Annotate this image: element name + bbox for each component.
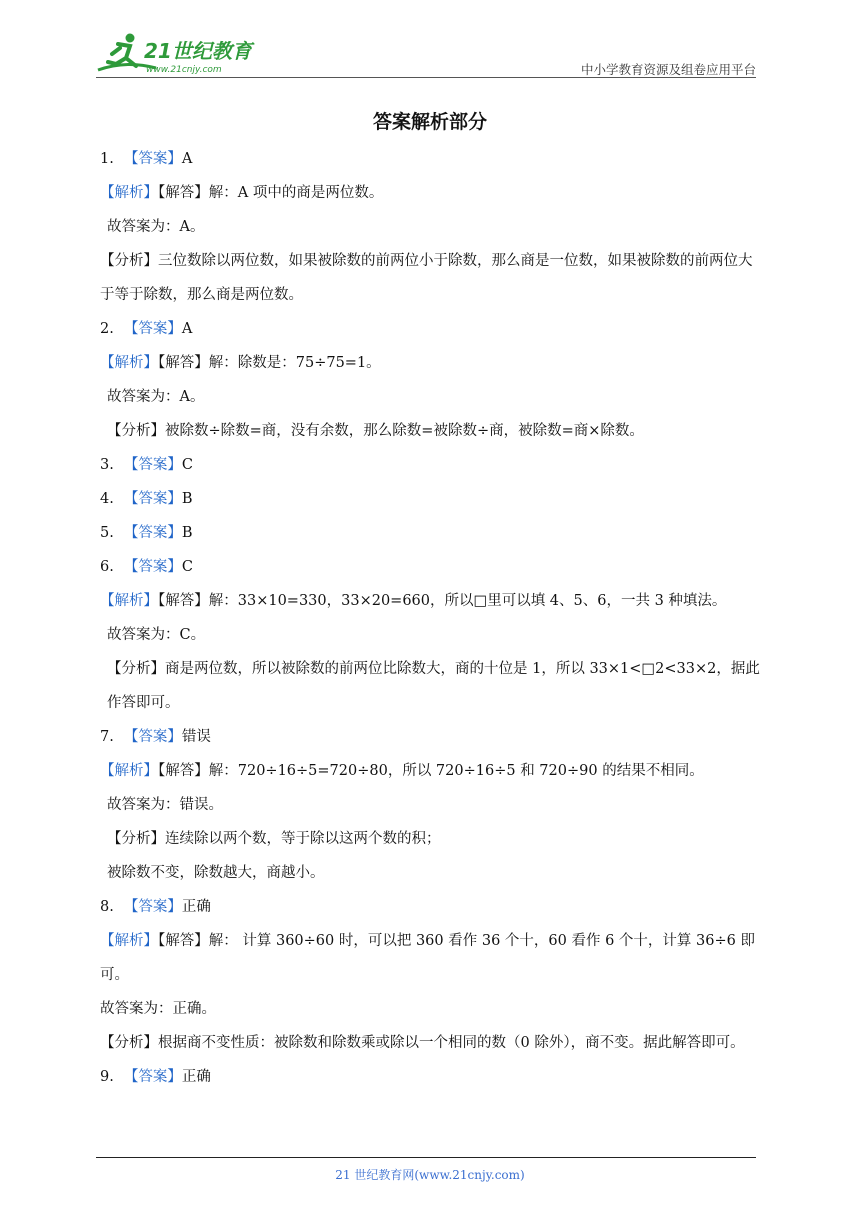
answer-text: 【解答】解：A 项中的商是两位数。 [158, 185, 384, 201]
answer-text: 故答案为：C。 [107, 627, 206, 643]
answer-text: 【解答】解：除数是：75÷75=1。 [158, 355, 381, 371]
answer-tag: 【答案】 [123, 729, 182, 745]
header-divider [96, 77, 756, 78]
answer-text: A [181, 321, 193, 337]
answer-line [100, 860, 762, 894]
answer-text: A [181, 151, 193, 167]
question-number: 8. [100, 899, 114, 915]
question-number: 2. [100, 321, 114, 337]
question-number: 7. [100, 729, 114, 745]
answer-tag: 【答案】 [123, 525, 182, 541]
answer-line [100, 180, 762, 214]
answer-line [100, 1026, 762, 1060]
answer-text: 【分析】三位数除以两位数，如果被除数的前两位小于除数，那么商是一位数，如果被除数的前两位大于等于除数，那么商是两位数。 [100, 253, 753, 303]
question-number: 9. [100, 1069, 114, 1085]
site-logo[interactable] [96, 30, 266, 78]
question-number: 3. [100, 457, 114, 473]
answer-line [100, 316, 762, 350]
footer-divider [96, 1157, 756, 1158]
question-number: 1. [100, 151, 114, 167]
answer-line [100, 486, 762, 520]
answer-tag: 【答案】 [123, 151, 182, 167]
answer-line [100, 826, 762, 860]
logo-url: www.21cnjy.com [146, 65, 222, 75]
page-title: 答案解析部分 [372, 111, 487, 133]
answer-tag: 【解析】 [100, 185, 158, 201]
answer-line [100, 214, 762, 248]
answer-line [100, 792, 762, 826]
answer-text: 故答案为：A。 [107, 389, 205, 405]
answer-text: 正确 [181, 1069, 211, 1085]
question-number: 5. [100, 525, 114, 541]
answer-tag: 【答案】 [123, 1069, 182, 1085]
answer-tag: 【答案】 [123, 321, 182, 337]
answer-text: 【分析】根据商不变性质：被除数和除数乘或除以一个相同的数（0 除外），商不变。据此解答即可。 [100, 1035, 745, 1051]
answer-line [100, 244, 762, 312]
answer-tag: 【解析】 [100, 593, 158, 609]
answer-tag: 【解析】 [100, 763, 158, 779]
answer-text: C [181, 457, 193, 473]
answer-line [100, 724, 762, 758]
logo-text: 21世纪教育 [144, 39, 252, 63]
answer-line [100, 758, 762, 792]
question-number: 6. [100, 559, 114, 575]
answer-text: 【分析】被除数÷除数=商，没有余数，那么除数=被除数÷商，被除数=商×除数。 [107, 423, 644, 439]
answer-line [100, 924, 762, 992]
answer-text: 【解答】解： 计算 360÷60 时，可以把 360 看作 36 个十，60 看作 6 个十，计算 36÷6 即可。 [100, 933, 755, 983]
answer-text: 错误 [181, 729, 211, 745]
answer-line [100, 350, 762, 384]
answer-tag: 【解析】 [100, 355, 158, 371]
answer-text: B [181, 525, 193, 541]
answer-text: B [181, 491, 193, 507]
answer-tag: 【答案】 [123, 899, 182, 915]
answer-line [100, 418, 762, 452]
platform-label: 中小学教育资源及组卷应用平台 [580, 62, 756, 77]
answer-list [100, 146, 762, 1098]
answer-text: 正确 [181, 899, 211, 915]
answer-line [100, 996, 762, 1030]
answer-text: 故答案为：正确。 [100, 1001, 216, 1017]
answer-line [100, 622, 762, 656]
answer-text: 被除数不变，除数越大，商越小。 [107, 865, 325, 881]
question-number: 4. [100, 491, 114, 507]
answer-line [100, 452, 762, 486]
answer-line [100, 1064, 762, 1098]
answer-text: 故答案为：A。 [107, 219, 205, 235]
answer-text: 【分析】连续除以两个数，等于除以这两个数的积； [107, 831, 441, 847]
answer-line [100, 554, 762, 588]
answer-line [100, 520, 762, 554]
answer-tag: 【答案】 [123, 559, 182, 575]
answer-line [100, 588, 762, 622]
answer-text: 【分析】商是两位数，所以被除数的前两位比除数大，商的十位是 1，所以 33×1<□2<33×2，据此作答即可。 [107, 661, 760, 711]
page-header [0, 0, 860, 80]
answer-line [100, 384, 762, 418]
footer-link[interactable]: 21 世纪教育网(www.21cnjy.com) [335, 1168, 525, 1182]
answer-line [100, 652, 762, 720]
answer-line [100, 894, 762, 928]
answer-text: C [181, 559, 193, 575]
answer-tag: 【答案】 [123, 491, 182, 507]
answer-text: 故答案为：错误。 [107, 797, 223, 813]
answer-text: 【解答】解：720÷16÷5=720÷80，所以 720÷16÷5 和 720÷90 的结果不相同。 [158, 763, 704, 779]
answer-tag: 【解析】 [100, 933, 158, 949]
answer-tag: 【答案】 [123, 457, 182, 473]
runner-logo-icon [96, 30, 266, 78]
answer-line [100, 146, 762, 180]
answer-text: 【解答】解：33×10=330，33×20=660，所以□里可以填 4、5、6，一共 3 种填法。 [158, 593, 727, 609]
